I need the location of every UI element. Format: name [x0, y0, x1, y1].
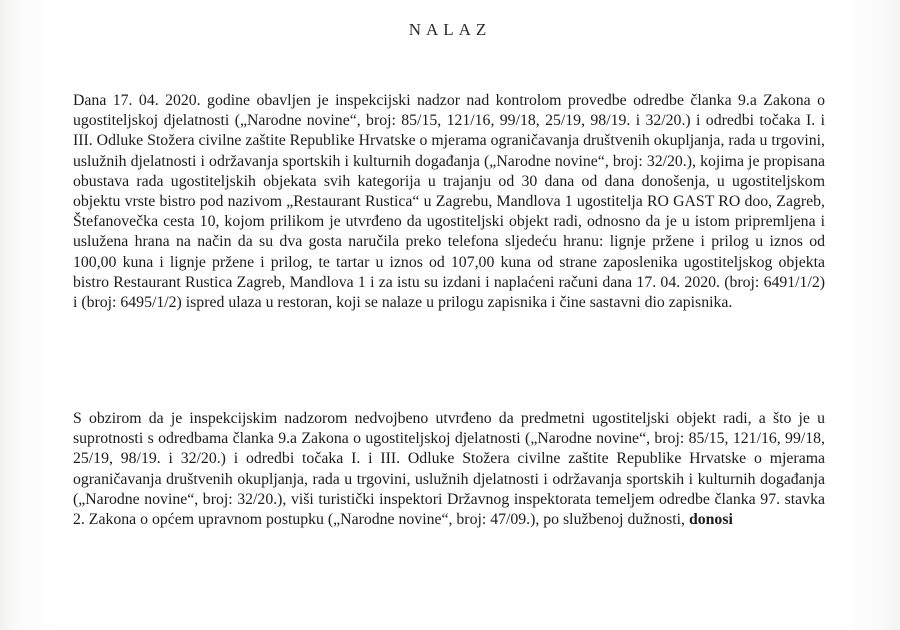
- paragraph-conclusion: [73, 409, 825, 530]
- decision-keyword: donosi: [688, 511, 733, 529]
- document-title: NALAZ: [408, 20, 492, 39]
- paragraph-conclusion-text: S obzirom da je inspekcijskim nadzorom nedvojbeno utvrđeno da predmetni ugostiteljski objekt radi, a što je u suprotnosti s odredbama članka 9.a Zakona o ugostiteljskoj djelatnosti („Narodne novine“, broj: 85/15, 121/16, 99/18, 25/19, 98/19. i 32/20.) i odredbi točaka I. i III. Odluke Stožera civilne zaštite Republike Hrvatske o mjerama ograničavanja društvenih okupljanja, rada u trgovini, uslužnih djelatnosti i održavanja sportskih i kulturnih događanja („Narodne novine“, broj: 32/20.), viši turistički inspektori Državnog inspektorata temeljem odredbe članka 97. stavka 2. Zakona o općem upravnom postupku („Narodne novine“, broj: 47/09.), po službenoj dužnosti,: [73, 410, 825, 529]
- paragraph-findings: Dana 17. 04. 2020. godine obavljen je inspekcijski nadzor nad kontrolom provedbe odredbe članka 9.a Zakona o ugostiteljskoj djelatnosti („Narodne novine“, broj: 85/15, 121/16, 99/18, 25/19, 98/19. i 32/20.) i odredbi točaka I. i III. Odluke Stožera civilne zaštite Republike Hrvatske o mjerama ograničavanja društvenih okupljanja, rada u trgovini, uslužnih djelatnosti i održavanja sportskih i kulturnih događanja („Narodne novine“, broj: 32/20.), kojima je propisana obustava rada ugostiteljskih objekata svih kategorija u trajanju od 30 dana od dana donošenja, u ugostiteljskom objektu vrste bistro pod nazivom „Restaurant Rustica“ u Zagrebu, Mandlova 1 ugostitelja RO GAST RO doo, Zagreb, Štefanovečka cesta 10, kojom prilikom je utvrđeno da ugostiteljski objekt radi, odnosno da je u istom pripremljena i uslužena hrana na način da su dva gosta naručila preko telefona sljedeću hranu: lignje pržene i prilog u iznos od 100,00 kuna i lignje pržene i prilog, te tartar u iznos od 107,00 kuna od strane zaposlenika ugostiteljskog objekta bistro Restaurant Rustica Zagreb, Mandlova 1 i za istu su izdani i naplaćeni računi dana 17. 04. 2020. (broj: 6491/1/2) i (broj: 6495/1/2) ispred ulaza u restoran, koji se nalaze u prilogu zapisnika i čine sastavni dio zapisnika.: [73, 92, 826, 312]
